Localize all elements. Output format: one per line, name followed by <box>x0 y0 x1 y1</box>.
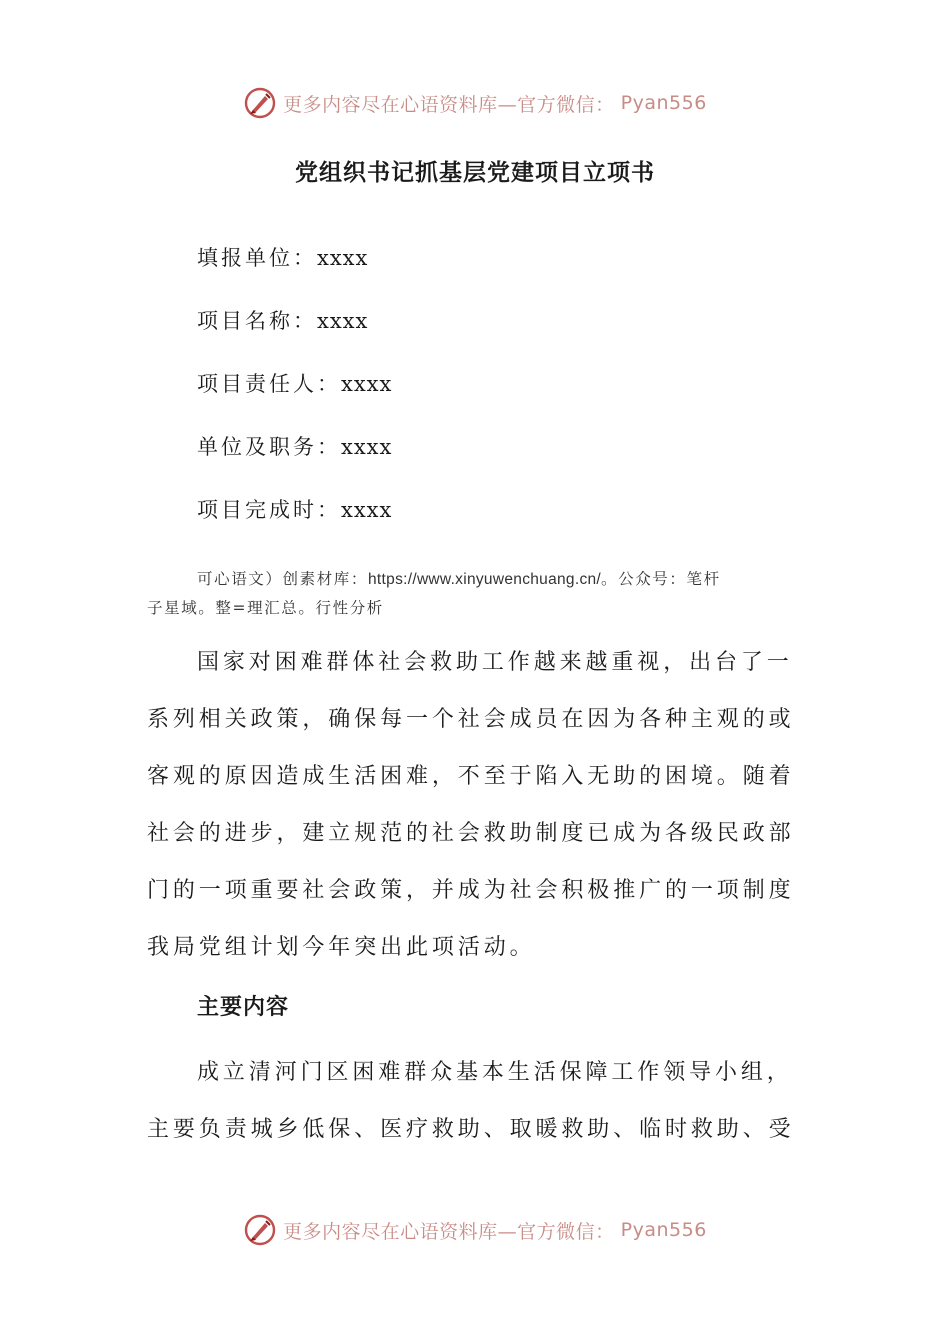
field-value: xxxx <box>317 246 369 270</box>
field-value: xxxx <box>341 372 393 396</box>
section-heading: 主要内容 <box>197 994 290 1020</box>
pen-logo-icon <box>243 86 277 120</box>
source-url: https://www.xinyuwenchuang.cn/ <box>368 571 602 588</box>
pen-logo-icon <box>243 1213 277 1247</box>
body-line: 客观的原因造成生活困难，不至于陷入无助的困境。随着 <box>147 764 795 789</box>
body-line: 国家对困难群体社会救助工作越来越重视，出台了一 <box>197 650 793 675</box>
source-note-line-1: 可心语文）创素材库：https://www.xinyuwenchuang.cn/。公众号：笔杆 <box>197 570 721 588</box>
watermark-wechat-id: Pyan556 <box>620 92 707 114</box>
field-label: 项目名称： <box>197 309 317 333</box>
field-project-name <box>197 305 368 335</box>
section-line: 成立清河门区困难群众基本生活保障工作领导小组， <box>197 1060 793 1085</box>
field-unit-position <box>197 431 392 461</box>
watermark-text: 更多内容尽在心语资料库—官方微信： <box>283 93 615 116</box>
field-value: xxxx <box>341 498 393 522</box>
field-report-unit <box>197 242 368 272</box>
body-line: 门的一项重要社会政策，并成为社会积极推广的一项制度 <box>147 878 795 903</box>
field-label: 项目完成时： <box>197 498 341 522</box>
field-label: 单位及职务： <box>197 435 341 459</box>
body-line: 我局党组计划今年突出此项活动。 <box>147 935 536 960</box>
field-value: xxxx <box>341 435 393 459</box>
section-line: 主要负责城乡低保、医疗救助、取暖救助、临时救助、受 <box>147 1117 795 1142</box>
watermark-text: 更多内容尽在心语资料库—官方微信： <box>283 1220 615 1243</box>
document-title: 党组织书记抓基层党建项目立项书 <box>295 159 655 186</box>
body-line: 社会的进步，建立规范的社会救助制度已成为各级民政部 <box>147 821 795 846</box>
field-project-owner <box>197 368 392 398</box>
watermark-footer <box>0 1213 950 1247</box>
watermark-wechat-id: Pyan556 <box>620 1219 707 1241</box>
field-completion-time <box>197 494 392 524</box>
field-label: 项目责任人： <box>197 372 341 396</box>
source-note-line-2: 子星域。整=理汇总。行性分析 <box>147 599 384 617</box>
field-label: 填报单位： <box>197 246 317 270</box>
source-note <box>147 565 807 623</box>
body-line: 系列相关政策，确保每一个社会成员在因为各种主观的或 <box>147 707 795 732</box>
watermark-header <box>0 86 950 120</box>
field-value: xxxx <box>317 309 369 333</box>
